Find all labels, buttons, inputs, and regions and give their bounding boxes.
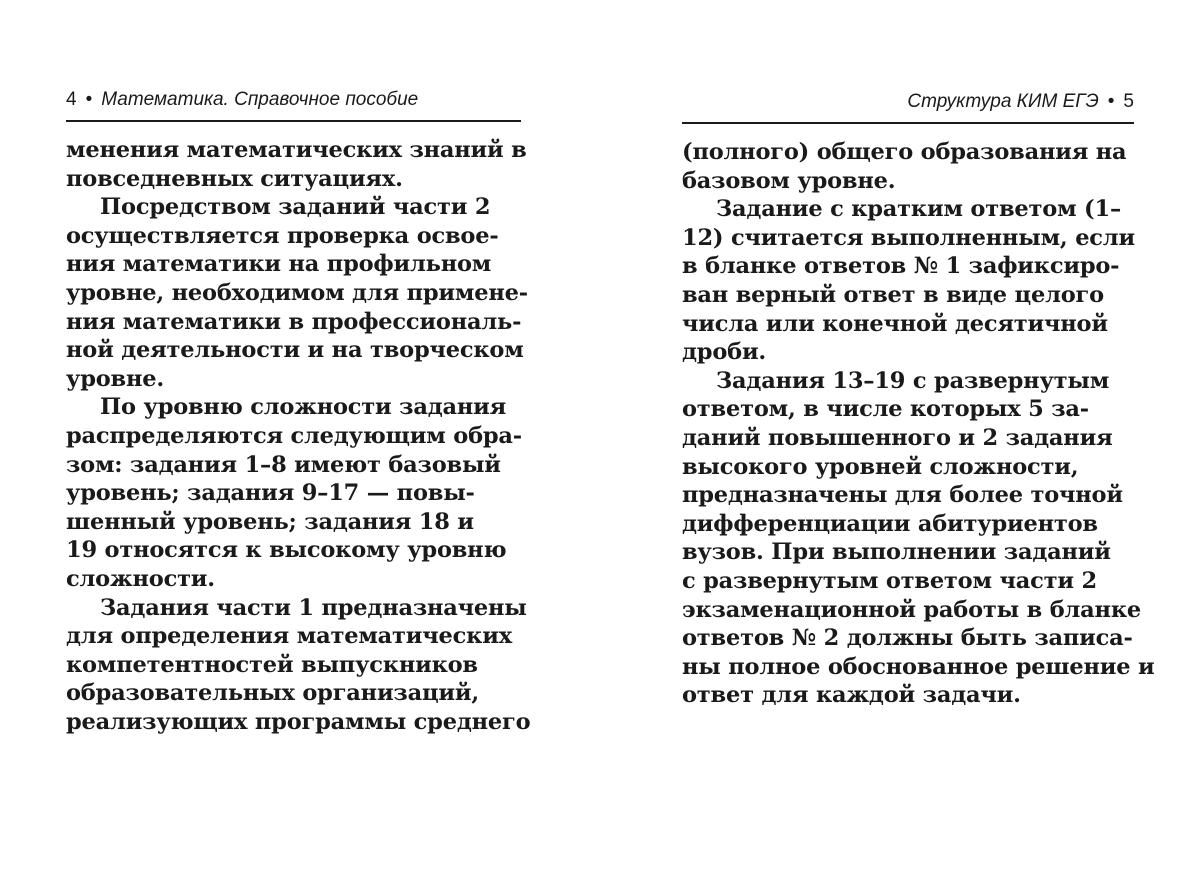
text-line: шенный уровень; задания 18 и bbox=[66, 508, 474, 535]
text-line: ответом, в числе которых 5 за- bbox=[682, 396, 1089, 423]
text-line: в бланке ответов № 1 зафиксиро- bbox=[682, 253, 1120, 280]
text-line: менения математических знаний в bbox=[66, 137, 527, 163]
text-line: 12) считается выполненным, если bbox=[682, 224, 1135, 251]
text-line: для определения математических bbox=[66, 623, 512, 650]
text-line: даний повышенного и 2 задания bbox=[682, 424, 1113, 451]
section-title: Структура КИМ ЕГЭ bbox=[907, 91, 1099, 112]
text-line: 19 относятся к высокому уровню bbox=[66, 537, 507, 564]
text-line: базовом уровне. bbox=[682, 167, 896, 194]
text-line: Посредством заданий части 2 bbox=[100, 194, 491, 221]
text-line: Задания части 1 предназначены bbox=[100, 594, 527, 621]
text-line: дифференциации абитуриентов bbox=[682, 510, 1098, 537]
text-line: ответов № 2 должны быть записа- bbox=[682, 625, 1133, 652]
text-line: ния математики в профессиональ- bbox=[66, 308, 522, 335]
text-line: уровне. bbox=[66, 365, 164, 392]
text-line: числа или конечной десятичной bbox=[682, 310, 1108, 337]
text-line: дроби. bbox=[682, 339, 767, 366]
text-line: уровень; задания 9–17 — повы- bbox=[66, 480, 475, 507]
text-line: По уровню сложности задания bbox=[100, 394, 507, 421]
right-page-number: 5 bbox=[1123, 91, 1134, 112]
text-line: предназначены для более точной bbox=[682, 482, 1123, 509]
text-line: с развернутым ответом части 2 bbox=[682, 567, 1097, 594]
text-line: компетентностей выпускников bbox=[66, 651, 478, 678]
text-line: (полного) общего образования на bbox=[682, 139, 1127, 165]
text-line: Задания 13–19 с развернутым bbox=[716, 367, 1110, 394]
right-body-text bbox=[682, 138, 1155, 710]
text-line: реализующих программы среднего bbox=[66, 708, 531, 735]
left-page bbox=[66, 0, 531, 736]
text-line: распределяются следующим обра- bbox=[66, 422, 522, 449]
text-line: ния математики на профильном bbox=[66, 251, 492, 278]
text-line: сложности. bbox=[66, 565, 215, 592]
text-line: осуществляется проверка освое- bbox=[66, 222, 499, 249]
text-line: Задание с кратким ответом (1– bbox=[716, 196, 1122, 223]
text-line: ван верный ответ в виде целого bbox=[682, 281, 1104, 308]
text-line: уровне, необходимом для примене- bbox=[66, 279, 528, 306]
left-page-number: 4 bbox=[66, 89, 77, 110]
text-line: образовательных организаций, bbox=[66, 680, 480, 707]
right-page bbox=[682, 0, 1155, 710]
text-line: высокого уровней сложности, bbox=[682, 453, 1079, 480]
header-bullet: • bbox=[85, 89, 93, 110]
book-title: Математика. Справочное пособие bbox=[101, 89, 419, 110]
text-line: ной деятельности и на творческом bbox=[66, 337, 524, 364]
text-line: экзаменационной работы в бланке bbox=[682, 596, 1141, 623]
left-running-header bbox=[66, 80, 521, 122]
text-line: ны полное обоснованное решение и bbox=[682, 653, 1155, 680]
right-running-header bbox=[682, 82, 1134, 124]
header-bullet: • bbox=[1107, 91, 1115, 112]
left-body-text bbox=[66, 136, 531, 736]
text-line: вузов. При выполнении заданий bbox=[682, 539, 1111, 566]
text-line: ответ для каждой задачи. bbox=[682, 682, 1021, 709]
text-line: повседневных ситуациях. bbox=[66, 165, 403, 192]
text-line: зом: задания 1–8 имеют базовый bbox=[66, 451, 501, 478]
